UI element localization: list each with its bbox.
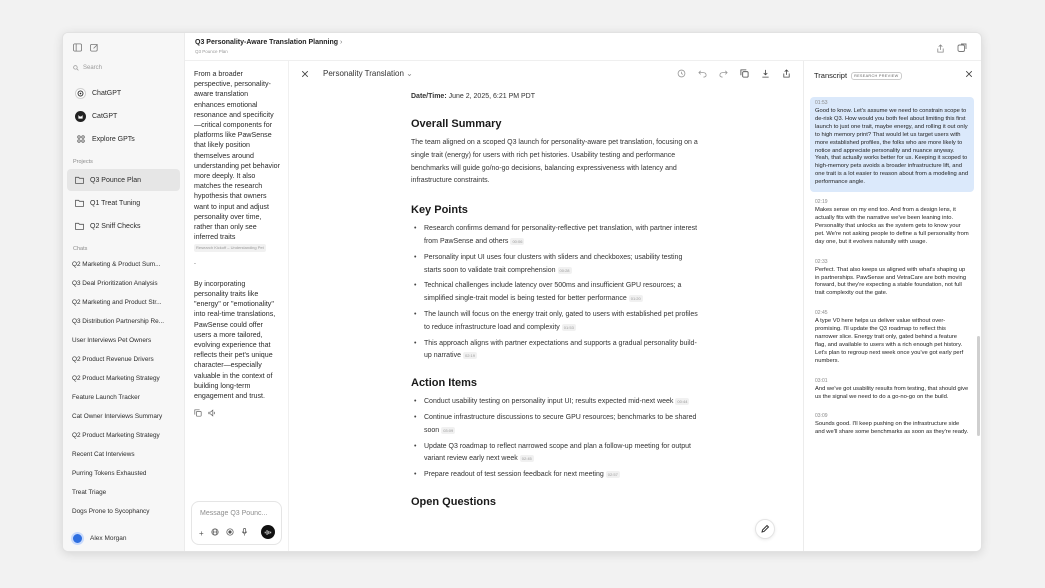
sidebar-item-label: ChatGPT — [92, 89, 122, 97]
message-input[interactable]: Message Q3 Pounc... — [200, 510, 268, 517]
meeting-datetime — [411, 93, 701, 100]
message-composer — [191, 501, 282, 545]
chat-history-item[interactable]: Q3 Distribution Partnership Re... — [72, 318, 164, 325]
transcript-segment[interactable] — [810, 196, 974, 252]
chat-history-item[interactable]: Q2 Product Marketing Strategy — [72, 432, 160, 439]
chat-history-item[interactable]: User Interviews Pet Owners — [72, 337, 152, 344]
user-profile[interactable] — [71, 532, 127, 545]
document-canvas — [289, 61, 803, 552]
datetime-label: Date/Time: — [411, 93, 447, 100]
sidebar-item-label: Explore GPTs — [92, 135, 135, 143]
chat-history-item[interactable]: Q2 Product Marketing Strategy — [72, 375, 160, 382]
timestamp-chip[interactable]: 02:57 — [607, 472, 618, 478]
chat-history-item[interactable]: Q2 Marketing & Product Sum... — [72, 261, 161, 268]
chat-history-item[interactable]: Q3 Deal Prioritization Analysis — [72, 280, 158, 287]
chat-history-item[interactable]: Recent Cat Interviews — [72, 451, 135, 458]
sidebar-toolbar — [63, 33, 184, 61]
new-chat-icon[interactable] — [90, 43, 99, 52]
chats-heading: Chats — [73, 246, 88, 252]
list-item — [411, 309, 701, 335]
list-item — [411, 280, 701, 306]
message-paragraph: From a broader perspective, personality-aware translation enhances emotional resonance and specificity—critical components for platforms like PawSense that likely position themselves around understanding pet behavior more deeply. It also matches the research hypothesis that owners want to input and adjust personality over time, rather than only see inferred traits — [194, 70, 280, 242]
folder-icon — [75, 222, 84, 230]
status-badge: RESEARCH PREVIEW — [851, 72, 901, 80]
sidebar-item-label: Q2 Sniff Checks — [90, 222, 141, 230]
segment-text: Sounds good. I'll keep pushing on the infrastructure side and we'll share some benchmarks as soon as they're ready. — [815, 421, 969, 436]
header — [185, 33, 981, 61]
transcript-header — [814, 71, 902, 80]
chat-panel — [185, 61, 289, 552]
timestamp-chip[interactable]: 00:44 — [677, 399, 688, 405]
action-item-text: Update Q3 roadmap to reflect narrowed scope and plan a follow-up meeting for output variant review early next week — [424, 442, 691, 463]
cat-icon — [75, 111, 86, 122]
chat-history-list — [63, 255, 184, 521]
sidebar-item-explore-gpts[interactable] — [67, 128, 180, 150]
breadcrumb: Q3 Pounce Plan — [195, 49, 228, 54]
folder-icon — [75, 199, 84, 207]
sidebar-item-label: Q1 Treat Tuning — [90, 199, 141, 207]
projects-heading: Projects — [73, 159, 93, 165]
search-field[interactable] — [63, 61, 184, 75]
summary-heading: Overall Summary — [411, 118, 502, 130]
transcript-segment[interactable] — [810, 97, 974, 192]
history-icon[interactable] — [677, 69, 686, 78]
transcript-title: Transcript — [814, 71, 848, 80]
segment-text: A type V0 here helps us deliver value without over-promising. I'll update the Q3 roadmap to reflect this narrower slice. Energy trait only, gated behind a feature flag, and available to users with a rich enough pet history. Let's plan to regroup next week once you've got early perf numbers. — [815, 318, 964, 364]
key-point-text: Research confirms demand for personality-reflective pet translation, with partner interest from PawSense and others — [424, 225, 698, 245]
sidebar-project-q3-pounce-plan[interactable] — [67, 169, 180, 191]
document-title-text: Personality Translation — [323, 69, 404, 78]
sidebar-item-chatgpt[interactable] — [67, 82, 180, 104]
timestamp-chip[interactable]: 01:20 — [630, 296, 641, 302]
key-point-text: Technical challenges include latency over 500ms and insufficient GPU resources; a simplified single-trait model is being tested for better performance — [424, 282, 682, 303]
key-point-text: Personality input UI uses four clusters with sliders and checkboxes; usability testing starts soon to validate trait comprehension — [424, 253, 683, 274]
transcript-segment[interactable] — [810, 307, 974, 370]
message-paragraph: By incorporating personality traits like "energy" or "emotionality" into real-time translations, PawSense could offer users a more tailored, evolving experience that reflects their pet's unique character—especially valuable in the context of building long-term engagement and trust. — [194, 279, 276, 401]
datetime-value: June 2, 2025, 6:21 PM PDT — [448, 93, 536, 100]
microphone-icon[interactable] — [241, 528, 248, 538]
transcript-panel — [803, 61, 982, 552]
sidebar-project-q1-treat-tuning[interactable] — [67, 192, 180, 214]
action-items-heading: Action Items — [411, 377, 478, 390]
sidebar — [63, 33, 185, 552]
sidebar-project-q2-sniff-checks[interactable] — [67, 215, 180, 237]
segment-timestamp: 02:45 — [815, 310, 828, 317]
toggle-sidebar-icon[interactable] — [73, 43, 82, 52]
document-title[interactable] — [323, 69, 413, 78]
redo-icon[interactable] — [719, 69, 728, 78]
composer-tools — [199, 528, 248, 538]
sidebar-item-label: CatGPT — [92, 112, 118, 120]
transcript-scrollbar[interactable] — [977, 336, 980, 436]
globe-icon[interactable] — [211, 528, 219, 538]
transcript-segment[interactable] — [810, 375, 974, 407]
pencil-icon — [760, 524, 770, 534]
segment-text: And we've got usability results from testing, that should give us the signal we need to do a go-no-go on the build. — [815, 385, 969, 400]
grid-icon — [75, 135, 86, 143]
segment-timestamp: 02:19 — [815, 199, 828, 206]
chevron-right-icon: › — [339, 39, 343, 46]
page-title[interactable] — [195, 39, 342, 46]
list-item — [411, 252, 701, 278]
folder-icon — [75, 176, 84, 184]
plus-icon[interactable]: + — [199, 528, 204, 538]
transcript-segment[interactable] — [810, 256, 974, 304]
key-points-list — [411, 223, 701, 363]
copy-icon[interactable] — [740, 69, 749, 78]
sidebar-item-label: Q3 Pounce Plan — [90, 176, 141, 184]
list-item — [411, 396, 701, 409]
segment-timestamp: 03:01 — [815, 377, 828, 384]
segment-text: Good to know. Let's assume we need to constrain scope to de-risk Q3. How would you both feel about limiting this first launch to just one trait, maybe energy, and rolling it out only to high memory print? That would let us target users with more established profiles, the folks who are more likely to notice and appreciate personality and nuance anyway. Yeah, that actually works better for us. Keeping it scoped to high-memory pets avoids a broader infrastructure lift, and one trait is a lot easier to reason about from a modeling and performance angle. — [815, 108, 969, 186]
list-item — [411, 223, 701, 249]
close-icon — [965, 70, 973, 78]
message-separator: . — [194, 257, 196, 266]
timestamp-chip[interactable]: 02:45 — [521, 456, 532, 462]
document-body — [411, 93, 701, 508]
open-questions-heading: Open Questions — [411, 495, 496, 508]
timestamp-chip[interactable]: 00:28 — [559, 267, 570, 273]
app-window — [62, 32, 982, 552]
close-icon[interactable] — [301, 70, 309, 78]
list-item — [411, 469, 701, 482]
search-icon — [73, 65, 79, 71]
edit-suggestions-button[interactable] — [755, 519, 775, 539]
chat-history-item[interactable]: Dogs Prone to Sycophancy — [72, 508, 150, 515]
assistant-message — [185, 61, 288, 401]
list-item — [411, 338, 701, 364]
segment-timestamp: 01:53 — [815, 100, 828, 106]
speaker-icon[interactable] — [208, 409, 216, 417]
share-icon[interactable] — [936, 43, 945, 53]
waveform-icon — [264, 529, 272, 536]
chevron-down-icon: ⌄ — [406, 69, 413, 78]
action-item-text: Prepare readout of test session feedback for next meeting — [424, 471, 604, 479]
chat-history-item[interactable]: Q2 Marketing and Product Str... — [72, 299, 162, 306]
record-icon[interactable] — [226, 528, 234, 538]
sidebar-item-catgpt[interactable] — [67, 105, 180, 127]
header-actions — [936, 43, 967, 53]
key-points-heading: Key Points — [411, 204, 468, 217]
chat-history-item[interactable]: Q2 Product Revenue Drivers — [72, 356, 154, 363]
chatgpt-logo-icon — [75, 88, 86, 99]
message-actions — [185, 401, 288, 425]
key-point-text: This approach aligns with partner expectations and supports a gradual personality build-up narrative — [424, 339, 697, 360]
segment-text: Makes sense on my end too. And from a design lens, it actually fits with the narrative we've been leaning into. Personality that unlocks as the system gets to know your pet. We're not asking people to define a full personality from day one, but it evolves naturally with usage. — [815, 207, 969, 245]
segment-text: Perfect. That also keeps us aligned with what's shaping up in partnerships. PawSense and VetraCare are both moving forward, but they're expecting a stable foundation, not full trait complexity out the gate. — [815, 266, 967, 297]
citation-chip[interactable]: Research Kickoff – Understanding Pet — [196, 245, 264, 251]
segment-timestamp: 02:33 — [815, 258, 828, 265]
timestamp-chip[interactable]: 02:19 — [464, 353, 475, 359]
timestamp-chip[interactable]: 03:09 — [443, 427, 454, 433]
canvas-icon[interactable] — [957, 43, 967, 53]
timestamp-chip[interactable]: 00:06 — [512, 238, 523, 244]
transcript-list — [810, 97, 974, 446]
close-transcript-button[interactable] — [965, 70, 973, 78]
segment-timestamp: 03:09 — [815, 413, 828, 420]
list-item — [411, 412, 701, 438]
undo-icon[interactable] — [698, 69, 707, 78]
action-item-text: Continue infrastructure discussions to secure GPU resources; benchmarks to be shared soon — [424, 413, 697, 434]
user-name: Alex Morgan — [90, 535, 127, 542]
avatar — [71, 532, 84, 545]
list-item — [411, 441, 701, 467]
voice-mode-button[interactable] — [261, 525, 275, 539]
chat-history-item[interactable]: Feature Launch Tracker — [72, 394, 140, 401]
timestamp-chip[interactable]: 01:53 — [563, 324, 574, 330]
action-items-list — [411, 396, 701, 482]
chat-history-item[interactable]: Purring Tokens Exhausted — [72, 470, 147, 477]
chat-history-item[interactable]: Treat Triage — [72, 489, 107, 496]
key-point-text: The launch will focus on the energy trait only, gated to users with established pet profiles to reduce infrastructure load and complexity — [424, 310, 698, 331]
search-placeholder: Search — [83, 65, 103, 71]
copy-icon[interactable] — [194, 409, 202, 417]
page-title-text: Q3 Personality-Aware Translation Planning — [195, 39, 339, 46]
transcript-segment[interactable] — [810, 410, 974, 442]
chat-history-item[interactable]: Cat Owner Interviews Summary — [72, 413, 163, 420]
action-item-text: Conduct usability testing on personality input UI; results expected mid-next week — [424, 398, 674, 406]
share-icon[interactable] — [782, 69, 791, 78]
document-actions — [677, 69, 791, 78]
document-toolbar — [289, 61, 803, 87]
download-icon[interactable] — [761, 69, 770, 78]
summary-text: The team aligned on a scoped Q3 launch for personality-aware pet translation, focusing on a single trait (energy) for users with rich pet histories. Usability testing and performance benchmarks will guide go/no-go decisions, balancing expressiveness with latency and infrastructure constraints. — [411, 139, 698, 185]
